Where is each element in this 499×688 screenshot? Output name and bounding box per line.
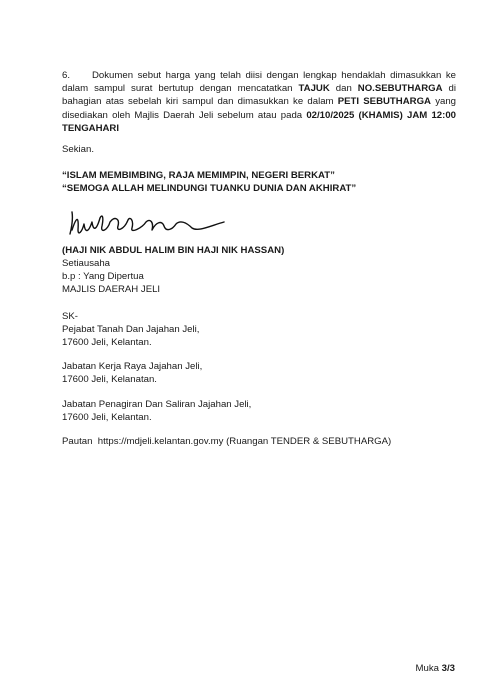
cc-block bbox=[62, 310, 456, 424]
page-number: 3/3 bbox=[441, 663, 455, 674]
cc-entry bbox=[62, 398, 456, 424]
cc-entry bbox=[62, 323, 456, 349]
signer-name: (HAJI NIK ABDUL HALIM BIN HAJI NIK HASSAN) bbox=[62, 244, 285, 256]
closing-text: Sekian. bbox=[62, 144, 94, 156]
cc-entry-line-2: 17600 Jeli, Kelantan. bbox=[62, 337, 152, 349]
page-footer bbox=[416, 663, 455, 674]
motto-line-1: “ISLAM MEMBIMBING, RAJA MEMIMPIN, NEGERI BERKAT” bbox=[62, 170, 335, 182]
cc-entry-line-1: Pejabat Tanah Dan Jajahan Jeli, bbox=[62, 323, 200, 335]
no-sebutharga-label: NO.SEBUTHARGA bbox=[357, 83, 443, 95]
cc-entry-line-1: Jabatan Penagiran Dan Saliran Jajahan Jeli, bbox=[62, 398, 252, 410]
motto-line-2: “SEMOGA ALLAH MELINDUNGI TUANKU DUNIA DAN AKHIRAT” bbox=[62, 183, 357, 195]
signer-organization: MAJLIS DAERAH JELI bbox=[62, 284, 161, 296]
paragraph-number: 6. bbox=[62, 70, 71, 81]
link-line bbox=[62, 435, 456, 448]
letter-body bbox=[62, 69, 456, 448]
signature-image bbox=[64, 208, 234, 240]
page-label: Muka bbox=[415, 663, 439, 674]
cc-entry-line-2: 17600 Jeli, Kelanatan. bbox=[62, 374, 157, 386]
deadline-text: 02/10/2025 (KHAMIS) JAM 12:00 TENGAHARI bbox=[62, 109, 456, 134]
signer-on-behalf: b.p : Yang Dipertua bbox=[62, 271, 144, 283]
peti-sebutharga-label: PETI SEBUTHARGA bbox=[337, 96, 431, 108]
tajuk-label: TAJUK bbox=[298, 83, 330, 95]
signer-title: Setiausaha bbox=[62, 258, 111, 270]
link-note: (Ruangan TENDER & SEBUTHARGA) bbox=[226, 436, 392, 448]
cc-entry-line-1: Jabatan Kerja Raya Jajahan Jeli, bbox=[62, 361, 203, 373]
paragraph-6 bbox=[62, 69, 456, 135]
paragraph-text: dan bbox=[329, 83, 358, 95]
cc-label: SK- bbox=[62, 310, 78, 322]
cc-entry bbox=[62, 360, 456, 386]
cc-entry-line-2: 17600 Jeli, Kelantan. bbox=[62, 411, 152, 423]
paragraph-text: yang disediakan oleh Majlis Daerah Jeli sebelum atau pada bbox=[62, 96, 456, 121]
motto-block bbox=[62, 169, 456, 195]
website-link[interactable]: https://mdjeli.kelantan.gov.my bbox=[97, 436, 224, 448]
link-label: Pautan bbox=[62, 436, 93, 448]
paragraph-text: di bahagian atas sebelah kiri sampul dan dimasukkan ke dalam bbox=[62, 83, 456, 108]
paragraph-text: Dokumen sebut harga yang telah diisi dengan lengkap hendaklah dimasukkan ke dalam sampul surat bertutup dengan mencatatkan bbox=[62, 70, 456, 95]
